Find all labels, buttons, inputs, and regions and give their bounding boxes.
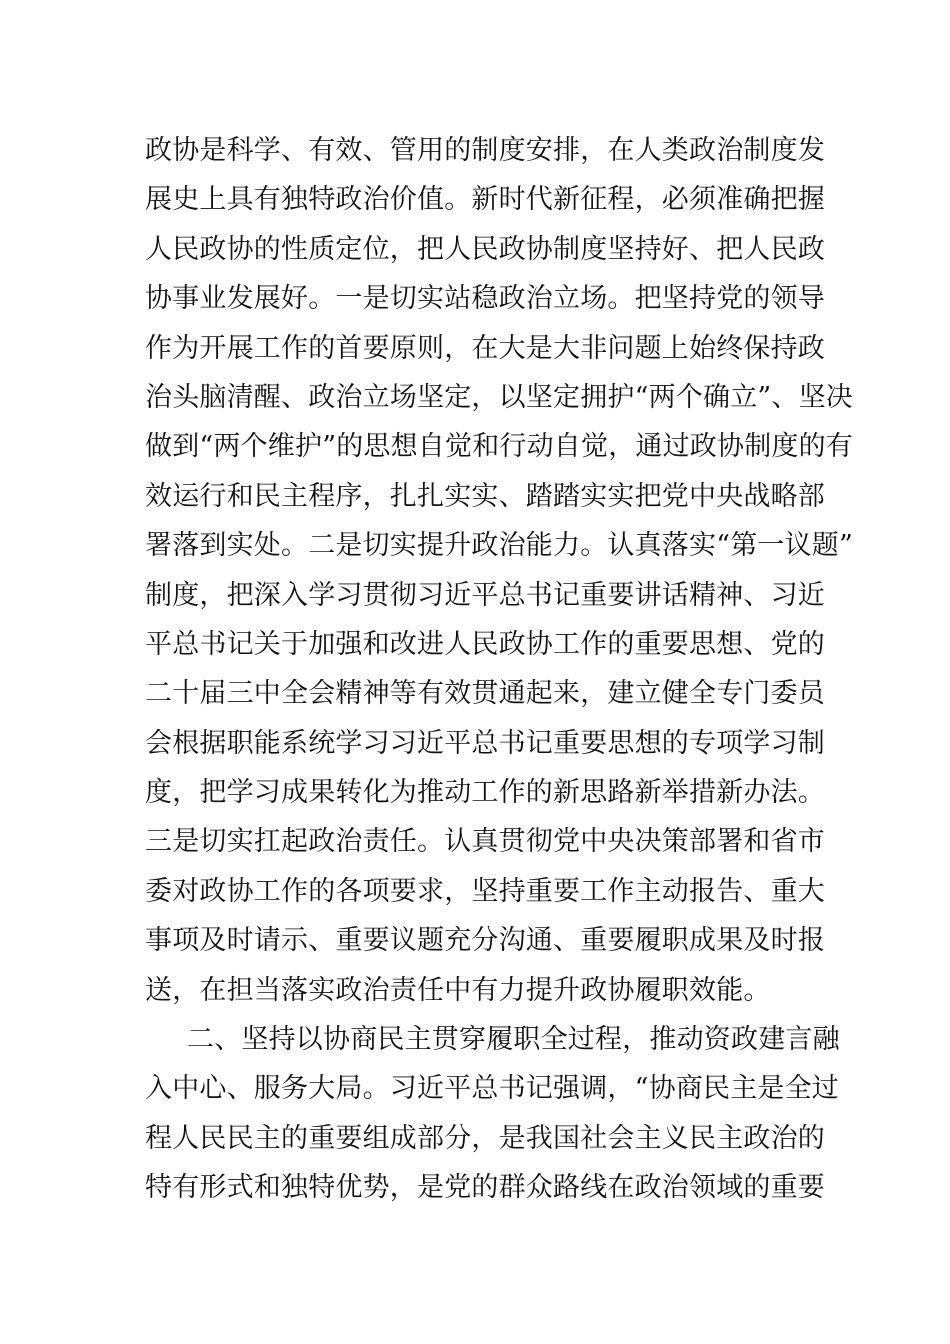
text-line: 事项及时请示、重要议题充分沟通、重要履职成果及时报	[145, 925, 825, 957]
text-line: 会根据职能系统学习习近平总书记重要思想的专项学习制	[145, 727, 825, 759]
text-line: 平总书记关于加强和改进人民政协工作的重要思想、党的	[145, 628, 825, 660]
text-line: 作为开展工作的首要原则，在大是大非问题上始终保持政	[145, 332, 825, 364]
text-line: 做到“两个维护”的思想自觉和行动自觉，通过政协制度的有	[145, 431, 854, 463]
text-line: 度，把学习成果转化为推动工作的新思路新举措新办法。	[145, 777, 825, 809]
paragraph-heading-line: 二、坚持以协商民主贯穿履职全过程，推动资政建言融	[187, 1024, 840, 1056]
text-line: 入中心、服务大局。习近平总书记强调，“协商民主是全过	[145, 1073, 840, 1105]
text-line: 送，在担当落实政治责任中有力提升政协履职效能。	[145, 974, 771, 1006]
text-line: 特有形式和独特优势，是党的群众路线在政治领域的重要	[145, 1172, 825, 1204]
text-line: 署落到实处。二是切实提升政治能力。认真落实“第一议题”	[145, 530, 854, 562]
text-line: 治头脑清醒、政治立场坚定，以坚定拥护“两个确立”、坚决	[145, 381, 854, 413]
body-text	[145, 126, 854, 1213]
text-line: 展史上具有独特政治价值。新时代新征程，必须准确把握	[145, 184, 825, 216]
text-line: 人民政协的性质定位，把人民政协制度坚持好、把人民政	[145, 233, 825, 265]
text-line: 制度，把深入学习贯彻习近平总书记重要讲话精神、习近	[145, 579, 825, 611]
text-line: 效运行和民主程序，扎扎实实、踏踏实实把党中央战略部	[145, 480, 825, 512]
text-line: 程人民民主的重要组成部分，是我国社会主义民主政治的	[145, 1122, 825, 1154]
text-line: 委对政协工作的各项要求，坚持重要工作主动报告、重大	[145, 875, 825, 907]
text-line: 政协是科学、有效、管用的制度安排，在人类政治制度发	[145, 135, 825, 166]
text-line: 三是切实扛起政治责任。认真贯彻党中央决策部署和省市	[145, 826, 825, 858]
text-line: 协事业发展好。一是切实站稳政治立场。把坚持党的领导	[145, 283, 825, 315]
text-line: 二十届三中全会精神等有效贯通起来，建立健全专门委员	[145, 678, 825, 710]
